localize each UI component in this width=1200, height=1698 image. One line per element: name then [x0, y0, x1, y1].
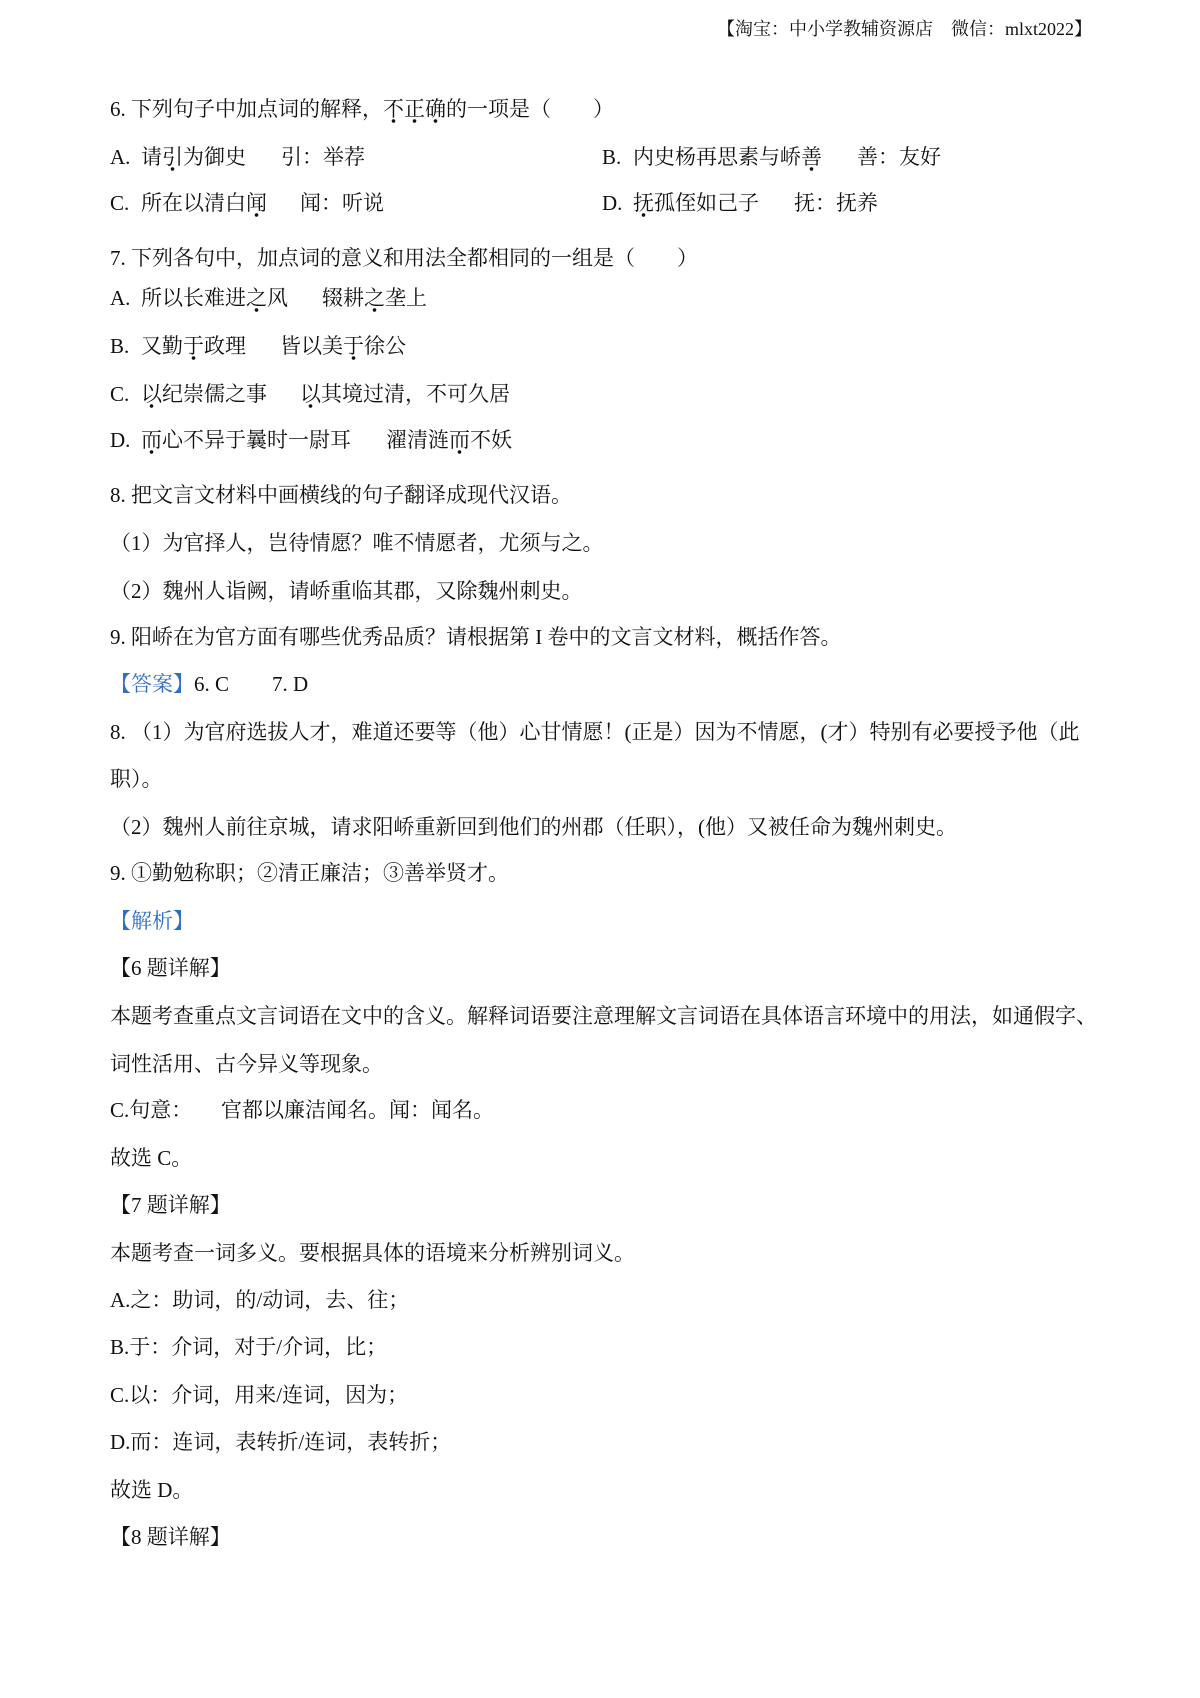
option-label: A. [110, 145, 131, 169]
d7-item-d-text: D.而：连词，表转折/连词，表转折； [110, 1430, 452, 1454]
option-text-pre: 内史杨再思素与峤 [633, 145, 801, 169]
q7-option-c-sentence1 [110, 379, 267, 409]
dotted-word: 于 [183, 331, 204, 361]
answer-q8-line3-text: （2）魏州人前往京城，请求阳峤重新回到他们的州郡（任职），(他）又被任命为魏州刺史。 [110, 815, 957, 839]
sentence-post: 不妖 [470, 428, 512, 452]
q6-stem [0, 94, 1200, 124]
d6-line1 [0, 1001, 1200, 1031]
answer-q8-line2 [0, 764, 1200, 794]
q8-stem [0, 480, 1200, 510]
option-text-post: 孤侄如己子 [654, 191, 759, 215]
page-header-watermark: 【淘宝：中小学教辅资源店 微信：mlxt2022】 [716, 19, 1092, 39]
dotted-word: 于 [343, 331, 364, 361]
sentence-pre: 濯清涟 [386, 428, 449, 452]
sentence-pre: 皆以美 [280, 334, 343, 358]
q6-option-d-gloss: 抚：抚养 [794, 191, 878, 215]
sentence-post: 其境过清，不可久居 [321, 382, 510, 406]
option-text-pre: 请 [141, 145, 162, 169]
option-label: D. [110, 428, 131, 452]
dotted-word: 而 [141, 425, 162, 455]
analysis-heading [0, 906, 1200, 936]
answer-q8-line1-text: 8. （1）为官府选拔人才，难道还要等（他）心甘情愿！(正是）因为不情愿，(才）特别有必要授予他（此 [110, 720, 1080, 744]
q7-option-c [0, 379, 1200, 409]
dotted-word: 之 [246, 283, 267, 313]
answer-q9-text: 9. ①勤勉称职；②清正廉洁；③善举贤才。 [110, 861, 509, 885]
q7-option-b-sentence2 [280, 331, 406, 361]
sentence-post: 风 [267, 286, 288, 310]
d7-choice [0, 1475, 1200, 1505]
d7-title [0, 1190, 1200, 1220]
q8-item-1 [0, 528, 1200, 558]
q7-option-a-sentence1 [110, 283, 288, 313]
q6-option-c-gloss: 闻：听说 [300, 191, 384, 215]
option-label: C. [110, 382, 130, 406]
option-label: B. [602, 145, 622, 169]
dotted-word: 以 [300, 379, 321, 409]
q7-option-d-sentence1 [110, 425, 351, 455]
q6-stem-dotted: 不正确 [383, 94, 446, 124]
answer-q6: 6. C [194, 672, 230, 696]
sentence-post: 垄上 [385, 286, 427, 310]
q7-option-d-sentence2 [386, 425, 512, 455]
analysis-label: 【解析】 [110, 909, 194, 933]
q8-item-2 [0, 576, 1200, 606]
dotted-word: 闻 [246, 188, 267, 218]
d6-c-text: 官都以廉洁闻名。闻：闻名。 [221, 1098, 494, 1122]
dotted-word: 引 [162, 142, 183, 172]
q7-option-a-sentence2 [322, 283, 427, 313]
sentence-post: 政理 [204, 334, 246, 358]
answer-row [0, 669, 1200, 699]
q6-option-b [602, 142, 822, 172]
q6-option-a [110, 142, 246, 172]
d7-item-d [0, 1427, 1200, 1457]
dotted-word: 善 [801, 142, 822, 172]
dotted-word: 以 [141, 379, 162, 409]
sentence-post: 徐公 [364, 334, 406, 358]
d7-title-text: 【7 题详解】 [110, 1193, 231, 1217]
q6-stem-post: 的一项是（ ） [446, 97, 614, 121]
q7-option-b-sentence1 [110, 331, 246, 361]
d7-item-c [0, 1380, 1200, 1410]
answer-label: 【答案】 [110, 672, 194, 696]
q9-stem-text: 9. 阳峤在为官方面有哪些优秀品质？请根据第 I 卷中的文言文材料，概括作答。 [110, 625, 842, 649]
option-label: C. [110, 191, 130, 215]
option-label: B. [110, 334, 130, 358]
q6-option-d [602, 188, 759, 218]
d7-item-b-text: B.于：介词，对于/介词，比； [110, 1335, 388, 1359]
d6-choice-text: 故选 C。 [110, 1146, 193, 1170]
d7-item-b [0, 1332, 1200, 1362]
d6-line2 [0, 1049, 1200, 1079]
d6-line1-text: 本题考查重点文言词语在文中的含义。解释词语要注意理解文言词语在具体语言环境中的用法，如通假字、 [110, 1004, 1097, 1028]
d8-title [0, 1522, 1200, 1552]
answer-q9 [0, 858, 1200, 888]
dotted-word: 之 [364, 283, 385, 313]
q6-option-c [110, 188, 267, 218]
d6-line2-text: 词性活用、古今异义等现象。 [110, 1052, 383, 1076]
d7-item-c-text: C.以：介词，用来/连词，因为； [110, 1383, 409, 1407]
q8-item-1-text: （1）为官择人，岂待情愿？唯不情愿者，尤须与之。 [110, 531, 604, 555]
q6-stem-pre: 6. 下列句子中加点词的解释， [110, 97, 383, 121]
d7-intro [0, 1238, 1200, 1268]
answer-q8-line1 [0, 717, 1200, 747]
sentence-pre: 又勤 [141, 334, 183, 358]
answer-q7: 7. D [272, 672, 309, 696]
answer-q8-line2-text: 职）。 [110, 767, 163, 791]
sentence-post: 纪崇儒之事 [162, 382, 267, 406]
d6-title [0, 953, 1200, 983]
dotted-word: 抚 [633, 188, 654, 218]
d6-title-text: 【6 题详解】 [110, 956, 231, 980]
d6-choice [0, 1143, 1200, 1173]
q6-stem-text [110, 94, 614, 124]
q6-options-row-cd [0, 188, 1200, 218]
d7-choice-text: 故选 D。 [110, 1478, 194, 1502]
answer-q8-line3 [0, 812, 1200, 842]
sentence-pre: 所以长难进 [141, 286, 246, 310]
dotted-word: 而 [449, 425, 470, 455]
q8-item-2-text: （2）魏州人诣阙，请峤重临其郡，又除魏州刺史。 [110, 579, 583, 603]
d6-c-explanation [0, 1095, 1200, 1125]
option-text-post: 为御史 [183, 145, 246, 169]
d6-c-label: C.句意： [110, 1098, 193, 1122]
answer-label-group [110, 669, 229, 699]
q7-option-a [0, 283, 1200, 313]
d7-intro-text: 本题考查一词多义。要根据具体的语境来分析辨别词义。 [110, 1241, 635, 1265]
q8-stem-text: 8. 把文言文材料中画横线的句子翻译成现代汉语。 [110, 483, 572, 507]
q6-option-a-gloss: 引：举荐 [281, 145, 365, 169]
q6-options-row-ab [0, 142, 1200, 172]
q9-stem [0, 622, 1200, 652]
q7-stem-text: 7. 下列各句中，加点词的意义和用法全都相同的一组是（ ） [110, 246, 698, 270]
option-label: A. [110, 286, 131, 310]
q6-option-b-gloss: 善：友好 [857, 145, 941, 169]
sentence-post: 心不异于曩时一尉耳 [162, 428, 351, 452]
q7-option-b [0, 331, 1200, 361]
sentence-pre: 辍耕 [322, 286, 364, 310]
q7-option-c-sentence2 [300, 379, 510, 409]
d7-item-a [0, 1285, 1200, 1315]
option-label: D. [602, 191, 623, 215]
d7-item-a-text: A.之：助词，的/动词，去、往； [110, 1288, 410, 1312]
d8-title-text: 【8 题详解】 [110, 1525, 231, 1549]
option-text-pre: 所在以清白 [141, 191, 246, 215]
q7-option-d [0, 425, 1200, 455]
q7-stem [0, 243, 1200, 273]
